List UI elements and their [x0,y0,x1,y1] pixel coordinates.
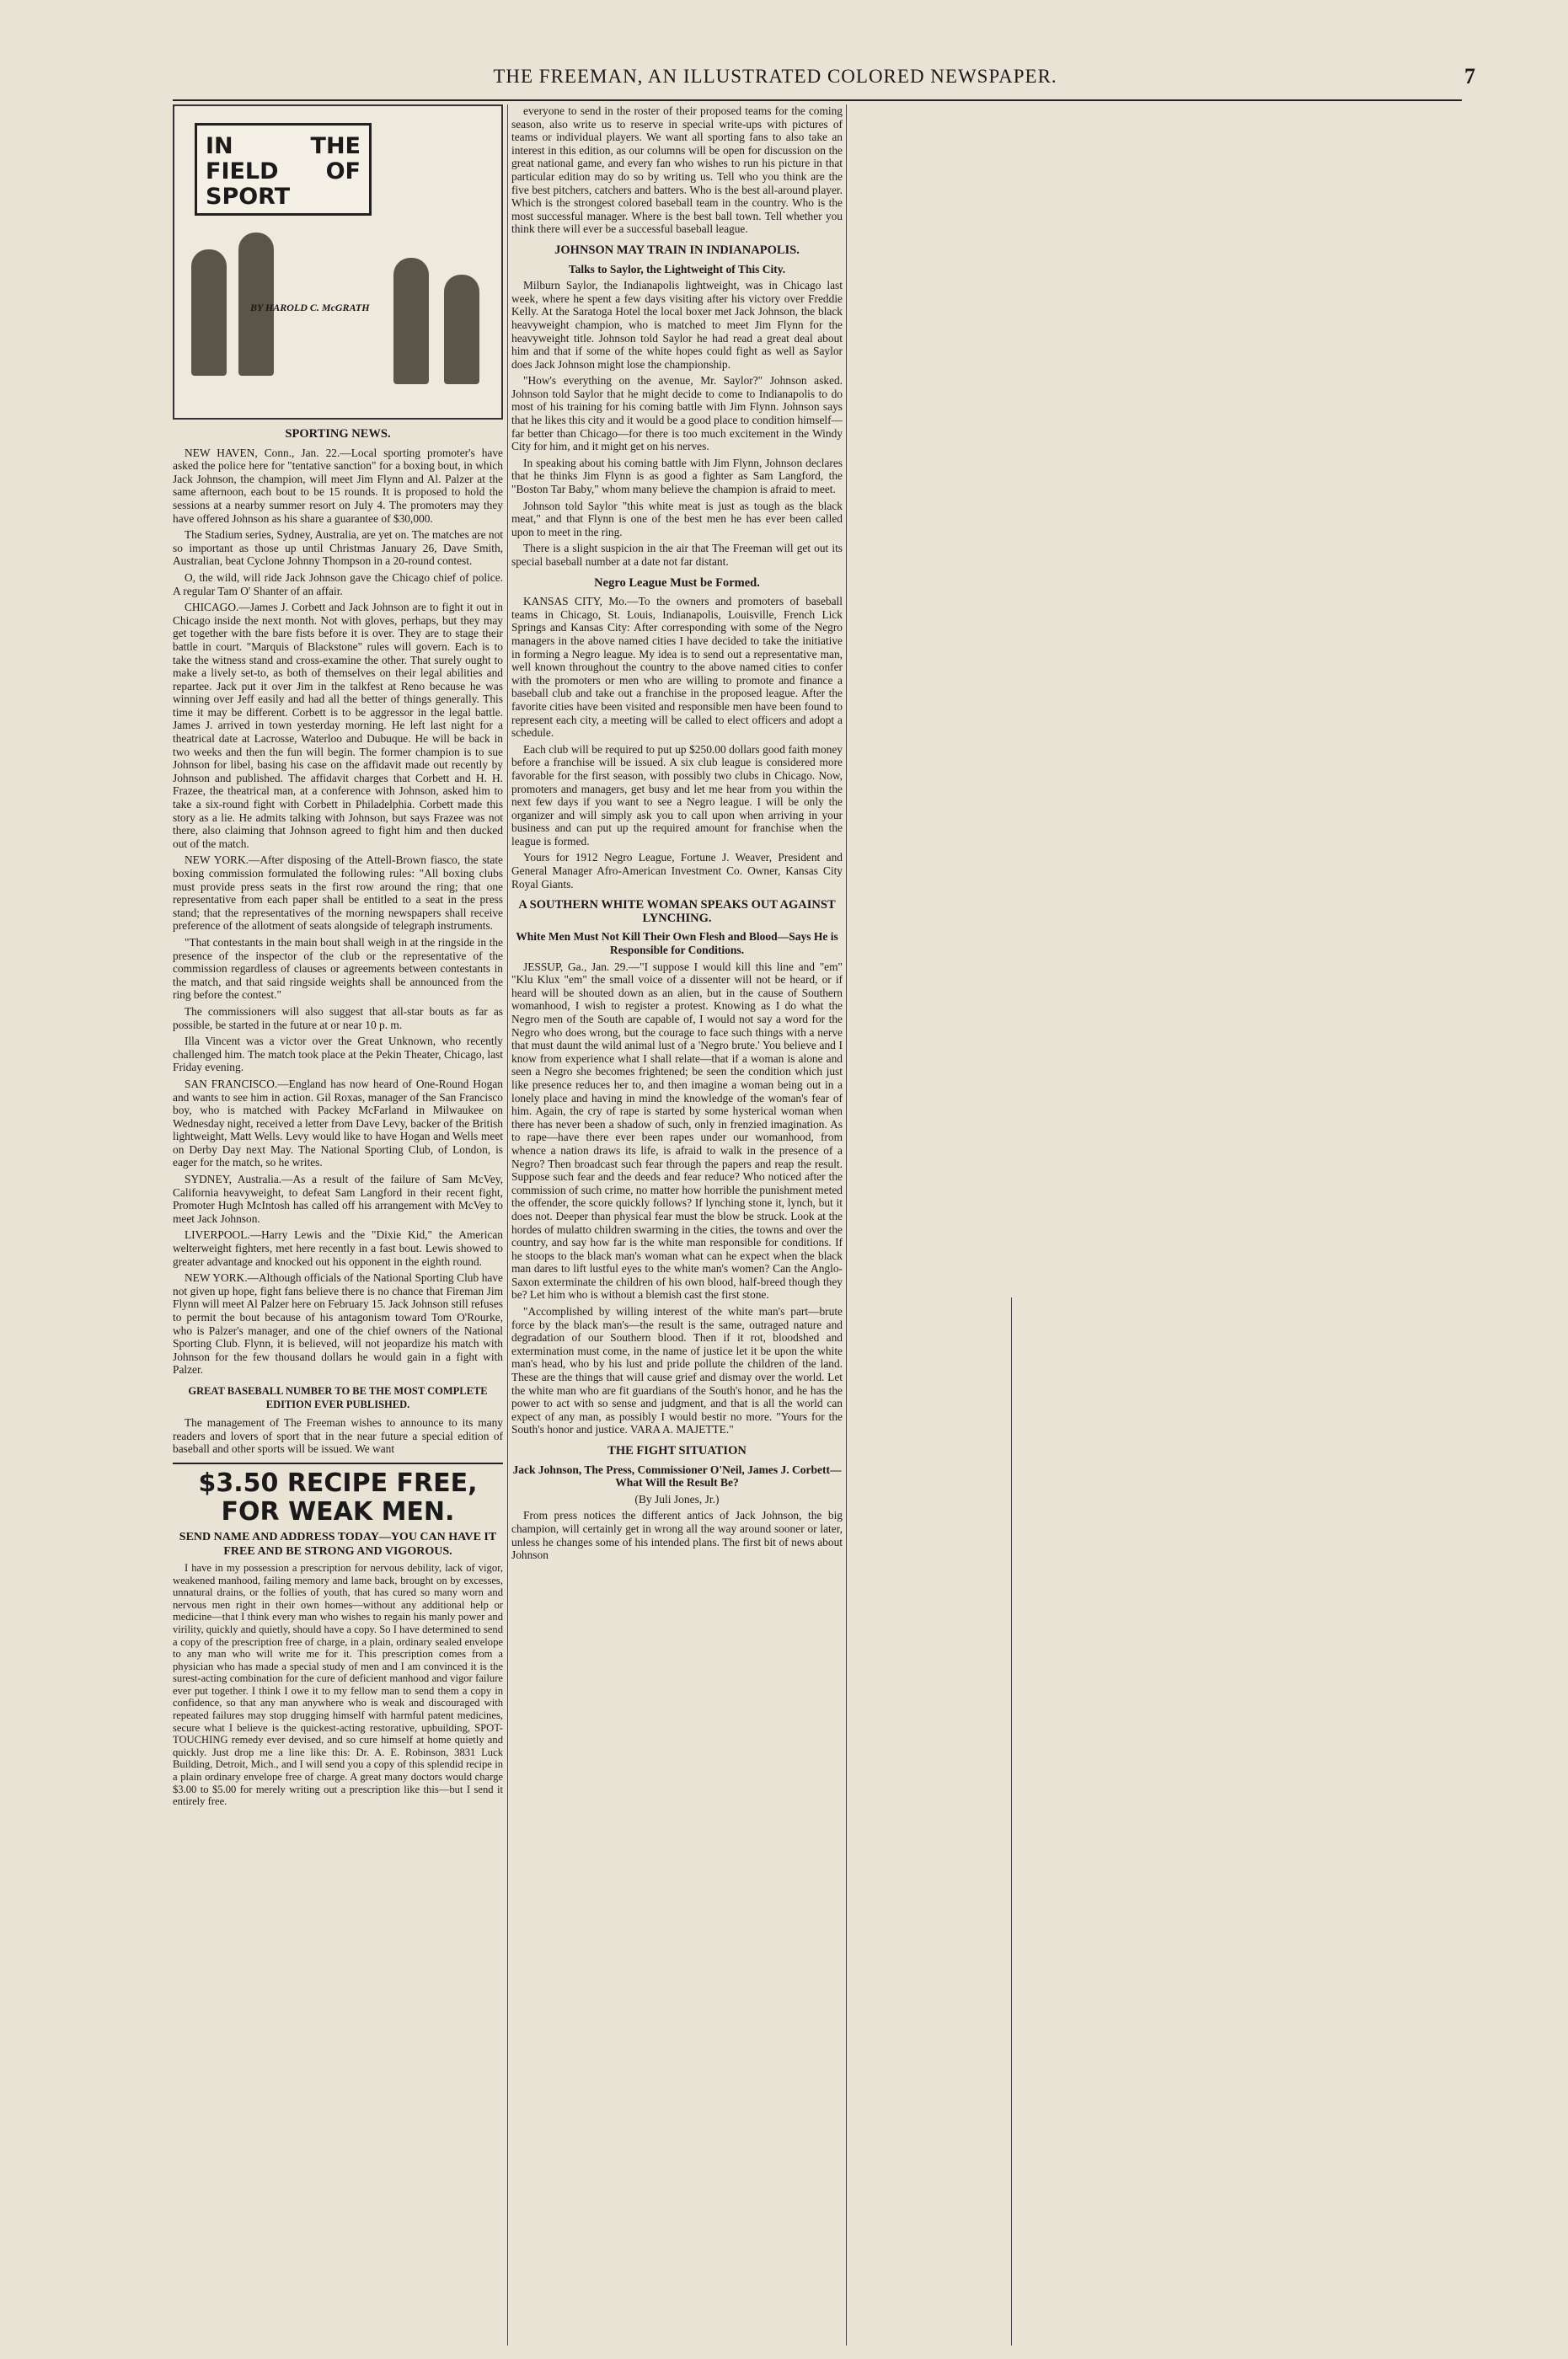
recipe-ad-subtitle: SEND NAME AND ADDRESS TODAY—YOU CAN HAVE IT FREE AND BE STRONG AND VIGOROUS. [179,1530,497,1558]
article-paragraph: Each club will be required to put up $250.00 dollars good faith money before a franchise will be issued. A six club league is considered more favorable for the first season, with possibly two clubs in Chicago. Now, promoters and managers, get busy and let me hear from you within the next few days if you want to see a Negro league. I will be only the organizer and will simply ask you to call upon when arriving in your business and can put up the required amount for franchise when the league is formed. [511,742,843,848]
subheadline: Talks to Saylor, the Lightweight of This City. [568,262,786,275]
headline: Negro League Must be Formed. [594,575,760,590]
article-paragraph: Illa Vincent was a victor over the Great Unknown, who recently challenged him. The match took place at the Pekin Theater, Chicago, last Friday evening. [173,1035,503,1074]
headline: JOHNSON MAY TRAIN IN INDIANAPOLIS. [554,243,800,257]
headline: GREAT BASEBALL NUMBER TO BE THE MOST COMPLETE EDITION EVER PUBLISHED. [188,1384,488,1410]
article-paragraph: "Accomplished by willing interest of the white man's part—brute force by the black man's—the result is the same, outraged nature and degradation of our Southern blood. Then if it rot, bloodshed and extermination must come, in the name of justice let it be upon the white man's head, who by his lust and pride pollute the children of the land. These are the things that will cause grief and dismay over the world. Let the white man who are fit guardians of the South's honor, and he has the power to act with so sense and judgment, and that is all the world can expect of any man, as possibly I would bestir no more. "Yours for the South's honor and justice. VARA A. MAJETTE." [511,1305,843,1436]
article-paragraph: CHICAGO.—James J. Corbett and Jack Johnson are to fight it out in Chicago inside the next month. Not with gloves, perhaps, but they may get together with the bare fists before it is over. They are to stage their battle in court. "Marquis of Blackstone" rules will govern. Each is to take the witness stand and cross-examine the other. That surely ought to make a lively set-to, as both of themselves on their legal abilities and repartee. Jack put it over Jim in the talkfest at Reno because he was winning over Jeff easily and had all the better of things generally. This time it may be different. Corbett is to be aggressor in the legal battle. James J. arrived in town yesterday morning. He left last night for a theatrical date at Lacrosse, Waterloo and Dubuque. He will be back in two weeks and then the fun will begin. The former champion is to sue Johnson for libel, basing his case on the affidavit made out recently by Johnson and published. The affidavit charges that Corbett and H. H. Frazee, the theatrical man, at a conference with Johnson, asked him to take a six-round fight with Corbett in Philadelphia. Corbett made this story as a lie. He admits talking with Johnson, but says Frazee was not there, also claiming that Johnson agreed to fight him and then ducked out of the match. [173,601,503,850]
article-paragraph: NEW YORK.—After disposing of the Attell-Brown fiasco, the state boxing commission formulated the following rules: "All boxing clubs must provide press seats in the first row around the ring; that one representative from each paper shall be entitled to a seat in the press stand; that the representatives of the morning newspapers shall receive preference of the allotment of seats alongside of telegraph instruments. [173,853,503,933]
headline: SPORTING NEWS. [285,427,391,441]
article-paragraph: NEW YORK.—Although officials of the National Sporting Club have not given up hope, fight fans believe there is no chance that Fireman Jim Flynn will meet Al Palzer here on February 15. Jack Johnson still refuses to permit the bout because of his antagonism toward Tom O'Rourke, who is Palzer's manager, and one of the chief owners of the National Sporting Club. Flynn, it is believed, will not jeopardize his match with Johnson for the few thousand dollars he would gain in a fight with Palzer. [173,1271,503,1377]
headline: THE FIGHT SITUATION [607,1444,747,1458]
article-paragraph: JESSUP, Ga., Jan. 29.—"I suppose I would kill this line and "em" "Klu Klux "em" the small voice of a dissenter will not be heard, or if heard will be shouted down as an alien, but in the cause of Southern womanhood, I wish to register a protest. Knowing as I do what the Negro men of the South are capable of, I would not say a word for the Negro who does wrong, but the courage to face such things with a nerve that must daunt the wild animal lust of a 'Negro brute.' You believe and I know from experience what I shall relate—that if a woman is alone and seen a Negro she becomes frightened; be seen the condition which just like presence reduces her to, and then imagine a woman being out in a lonely place and having in mind the knowledge of the woman's fear of him. Again, the cry of rape is started by some hysterical woman when there has never been a shadow of such, only in frenzied imagination. As to rape—have there ever been rapes under our womanhood, from whence a nation draws its life, is afraid to walk in the presence of a Negro? Then broadcast such fear through the papers and reap the result. Suppose such fear and the deeds and fear reduce? Who noticed after the commission of such crime, no matter how horrible the punishment meted the offender, the score quickly follows? If lynching stone it, lynch, but it does not. Deeper than physical fear must the blow be struck. Look at the hordes of mulatto children swarming in the cities, the towns and over the country, and say how far is the white man responsible for conditions. If he stoops to the black man's woman what can he expect when the black man dares to lift lustful eyes to the white man's women? Can the Anglo-Saxon exterminate the children of his own blood, half-breed though they be? Let him who is without a blemish cast the first stone. [511,960,843,1302]
article-paragraph: The commissioners will also suggest that all-star bouts as far as possible, be started in the future at or near 10 p. m. [173,1004,503,1031]
article-paragraph: "How's everything on the avenue, Mr. Saylor?" Johnson asked. Johnson told Saylor that he might decide to come to Indianapolis to do most of his training for his coming battle with Jim Flynn. Johnson says that he likes this city and it would be a good place to condition himself—far better than Chicago—for there is too much excitement in the Windy City for him, and it might get on his nerves. [511,374,843,453]
figure-illustration [393,258,429,384]
column-divider [1011,1297,1012,2346]
subheadline: White Men Must Not Kill Their Own Flesh and Blood—Says He is Responsible for Conditions. [516,930,838,957]
column-divider [507,104,508,2346]
article-paragraph: SAN FRANCISCO.—England has now heard of One-Round Hogan and wants to see him in action. Gil Roxas, manager of the San Francisco boy, who is matched with Packey McFarland in Milwaukee on Wednesday night, received a letter from Dave Levy, backer of the British lightweight, Matt Wells. Levy would like to have Hogan and Wells meet on Derby Day next May. The National Sporting Club, of London, is eager for the match, so he writes. [173,1077,503,1169]
recipe-ad-title: $3.50 RECIPE FREE, FOR WEAK MEN. [198,1468,478,1527]
article-paragraph: "That contestants in the main bout shall weigh in at the ringside in the presence of the inspector of the club or the representative of the commission regardless of clauses or agreements between contestants in the match, and that said ringside weights shall be announced from the ring before the contest." [173,935,503,1002]
recipe-ad [173,1463,503,1808]
article-paragraph: The Stadium series, Sydney, Australia, are yet on. The matches are not so important as those up until Christmas January 26, Dave Smith, Australian, beat Cyclone Johnny Thompson in a 20-round contest. [173,528,503,568]
article-paragraph: Yours for 1912 Negro League, Fortune J. Weaver, President and General Manager Afro-American Investment Co. Owner, Kansas City Royal Giants. [511,851,843,891]
byline: (By Juli Jones, Jr.) [634,1492,720,1506]
column-2 [511,104,843,2342]
article-paragraph: LIVERPOOL.—Harry Lewis and the "Dixie Kid," the American welterweight fighters, met here recently in a fast bout. Lewis showed to greater advantage and knocked out his opponent in the eighth round. [173,1228,503,1268]
sport-illustration [173,104,503,420]
article-paragraph: Johnson told Saylor "this white meat is just as tough as the black meat," and that Flynn is one of the best men he has ever been called upon to meet in the ring. [511,499,843,538]
subheadline: Jack Johnson, The Press, Commissioner O'Neil, James J. Corbett—What Will the Result Be? [512,1463,842,1490]
column-1 [173,104,503,2342]
article-paragraph: Milburn Saylor, the Indianapolis lightweight, was in Chicago last week, where he spent a few days visiting after his victory over Freddie Kelly. At the Saratoga Hotel the local boxer met Jack Johnson, the black heavyweight champion, who is matched to meet Jim Flynn for the heavyweight title. Johnson told Saylor he had read a great deal about him and that if some of the white hopes could fight as well as Saylor does Jack Johnson might lose the championship. [511,279,843,371]
page-number: 7 [1464,64,1475,88]
article-paragraph: The management of The Freeman wishes to announce to its many readers and lovers of sport that in the near future a special edition of baseball and other sports will be issued. We want [173,1416,503,1456]
article-paragraph: SYDNEY, Australia.—As a result of the failure of Sam McVey, California heavyweight, to defeat Sam Langford in their recent fight, Promoter Hugh McIntosh has called off his arrangement with McVey to meet Jack Johnson. [173,1173,503,1225]
article-paragraph: O, the wild, will ride Jack Johnson gave the Chicago chief of police. A regular Tam O' Shanter of an affair. [173,570,503,597]
article-paragraph: From press notices the different antics of Jack Johnson, the big champion, will certainly get in wrong all the way around sooner or later, unless he changes some of his intended plans. The first bit of news about Johnson [511,1509,843,1562]
article-paragraph: KANSAS CITY, Mo.—To the owners and promoters of baseball teams in Chicago, St. Louis, Indianapolis, Louisville, French Lick Springs and Kansas City: After corresponding with some of the Negro managers in the above named cities I have decided to take the initiative in forming a Negro league. My idea is to send out a representative man, well known throughout the country to the above named cities to confer with the promoters or men who are willing to promote and finance a baseball club and take out a franchise in the proposed league. After the favorite cities have been visited and responsible men have been found to represent each city, a meeting will be called to elect officers and adopt a schedule. [511,595,843,740]
header-rule [173,99,1462,101]
figure-illustration [444,275,479,384]
column-divider [846,104,847,2346]
article-paragraph: There is a slight suspicion in the air that The Freeman will get out its special baseball number at a date not far distant. [511,542,843,568]
article-paragraph: everyone to send in the roster of their proposed teams for the coming season, also write us to reserve in special write-ups with pictures of teams or individual players. We want all sporting fans to also take an interest in this edition, as our columns will be open for discussion on the great national game, and every fan who wishes to run his picture in that particular edition may do so by writing us. Tell who you think are the five best pitchers, catchers and batters. Who is the best all-around player. Which is the strongest colored baseball team in the country. Who is the most successful manager. Where is the best ball town. Tell whether you think there will ever be a successful baseball league. [511,104,843,236]
recipe-ad-body: I have in my possession a prescription for nervous debility, lack of vigor, weakened manhood, failing memory and lame back, brought on by excesses, unnatural drains, or the follies of youth, that has cured so many worn and nervous men right in their own homes—without any additional help or medicine—that I think every man who wishes to regain his manly power and virility, quickly and quietly, should have a copy. So I have determined to send a copy of the prescription free of charge, in a plain, ordinary sealed envelope to any man who will write me for it. This prescription comes from a physician who has made a special study of men and I am convinced it is the surest-acting combination for the cure of deficient manhood and vigor failure ever put together. I think I owe it to my fellow man to send them a copy in confidence, so that any man anywhere who is weak and discouraged with repeated failures may stop drugging himself with harmful patent medicines, secure what I believe is the quickest-acting restorative, upbuilding, SPOT-TOUCHING remedy ever devised, and so cure himself at home quietly and quickly. Just drop me a line like this: Dr. A. E. Robinson, 3831 Luck Building, Detroit, Mich., and I will send you a copy of this splendid recipe in a plain ordinary envelope free of charge. A great many doctors would charge $3.00 to $5.00 for merely writing out a prescription like this—but I send it entirely free. [173,1561,503,1808]
illustration-credit: BY HAROLD C. McGRATH [250,302,370,313]
figure-illustration [191,249,227,376]
masthead: THE FREEMAN, AN ILLUSTRATED COLORED NEWSPAPER. [493,66,1057,87]
illustration-title: IN THE FIELD OF SPORT [195,123,372,216]
headline: A SOUTHERN WHITE WOMAN SPEAKS OUT AGAINST LYNCHING. [518,898,836,925]
article-paragraph: NEW HAVEN, Conn., Jan. 22.—Local sporting promoter's have asked the police here for "tentative sanction" for a boxing bout, in which Jack Johnson, the champion, will meet Jim Flynn and Al. Palzer at the same afternoon, each bout to be 15 rounds. It is proposed to hold the sessions at a nearby summer resort on July 4. The promoters may they have offered Johnson as his share a guarantee of $30,000. [173,446,503,525]
article-paragraph: In speaking about his coming battle with Jim Flynn, Johnson declares that he thinks Jim Flynn is as good a fighter as Sam Langford, the "Boston Tar Baby," whom many believe the champion is afraid to meet. [511,456,843,496]
